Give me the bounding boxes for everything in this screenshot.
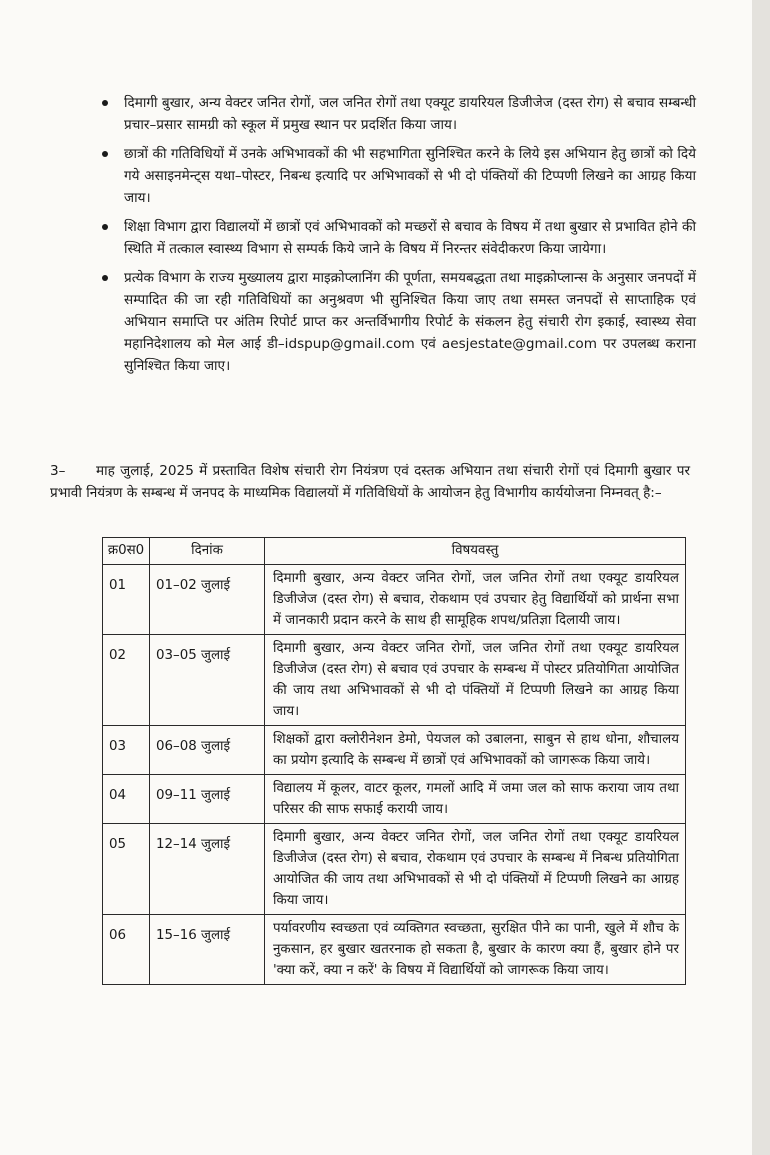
cell-date: 15–16 जुलाई [150,915,265,985]
section-number: 3– [50,463,66,479]
section-text: माह जुलाई, 2025 में प्रस्तावित विशेष संचारी रोग नियंत्रण एवं दस्तक अभियान तथा संचारी रोगों एवं दिमागी बुखार पर प्रभावी नियंत्रण के सम्बन्ध में जनपद के माध्यमिक विद्यालयों में गतिविधियों के आयोजन हेतु विभागीय कार्ययोजना निम्नवत् है:– [50,463,690,501]
cell-content: विद्यालय में कूलर, वाटर कूलर, गमलों आदि में जमा जल को साफ कराया जाय तथा परिसर की साफ सफाई करायी जाय। [265,775,686,824]
cell-date: 01–02 जुलाई [150,565,265,635]
cell-serial: 04 [103,775,150,824]
bullet-dot-icon [102,224,108,230]
bullet-item [96,216,696,260]
section-3-paragraph [50,460,690,504]
table-row [103,775,686,824]
cell-serial: 05 [103,824,150,915]
bullet-item [96,267,696,377]
bullet-text: शिक्षा विभाग द्वारा विद्यालयों में छात्रों एवं अभिभावकों को मच्छरों से बचाव के विषय में तथा बुखार से प्रभावित होने की स्थिति में तत्काल स्वास्थ्य विभाग से सम्पर्क किये जाने के विषय में निरन्तर संवेदीकरण किया जायेगा। [124,219,696,257]
cell-content: दिमागी बुखार, अन्य वेक्टर जनित रोगों, जल जनित रोगों तथा एक्यूट डायरियल डिजीजेज (दस्त रोग) से बचाव एवं उपचार के सम्बन्ध में पोस्टर प्रतियोगिता आयोजित की जाय तथा अभिभावकों से भी दो पंक्तियों में टिप्पणी लिखने का आग्रह किया जाय। [265,635,686,726]
bullet-dot-icon [102,100,108,106]
header-date: दिनांक [150,538,265,565]
activity-schedule-table [102,537,686,985]
cell-date: 03–05 जुलाई [150,635,265,726]
cell-content: दिमागी बुखार, अन्य वेक्टर जनित रोगों, जल जनित रोगों तथा एक्यूट डायरियल डिजीजेज (दस्त रोग) से बचाव, रोकथाम एवं उपचार हेतु विद्यार्थियों को प्रार्थना सभा में जानकारी प्रदान करने के साथ ही सामूहिक शपथ/प्रतिज्ञा दिलायी जाय। [265,565,686,635]
table-row [103,824,686,915]
table-row [103,726,686,775]
cell-serial: 06 [103,915,150,985]
cell-serial: 03 [103,726,150,775]
cell-serial: 01 [103,565,150,635]
cell-date: 09–11 जुलाई [150,775,265,824]
bullet-dot-icon [102,275,108,281]
cell-content: दिमागी बुखार, अन्य वेक्टर जनित रोगों, जल जनित रोगों तथा एक्यूट डायरियल डिजीजेज (दस्त रोग) से बचाव, रोकथाम एवं उपचार के सम्बन्ध में निबन्ध प्रतियोगिता आयोजित की जाय तथा अभिभावकों से भी दो पंक्तियों में टिप्पणी लिखने का आग्रह किया जाय। [265,824,686,915]
cell-date: 06–08 जुलाई [150,726,265,775]
page-edge-margin [752,0,770,1155]
cell-serial: 02 [103,635,150,726]
bullet-item [96,143,696,209]
header-content: विषयवस्तु [265,538,686,565]
bullet-text: प्रत्येक विभाग के राज्य मुख्यालय द्वारा माइक्रोप्लानिंग की पूर्णता, समयबद्धता तथा माइक्रोप्लान्स के अनुसार जनपदों में सम्पादित की जा रही गतिविधियों का अनुश्रवण भी सुनिश्चित किया जाए तथा समस्त जनपदों से साप्ताहिक एवं अभियान समाप्ति पर अंतिम रिपोर्ट प्राप्त कर अन्तर्विभागीय रिपोर्ट के संकलन हेतु संचारी रोग इकाई, स्वास्थ्य सेवा महानिदेशालय को मेल आई डी–idspup@gmail.com एवं aesjestate@gmail.com पर उपलब्ध कराना सुनिश्चित किया जाए। [124,270,696,374]
bullet-text: दिमागी बुखार, अन्य वेक्टर जनित रोगों, जल जनित रोगों तथा एक्यूट डायरियल डिजीजेज (दस्त रोग) से बचाव सम्बन्धी प्रचार–प्रसार सामग्री को स्कूल में प्रमुख स्थान पर प्रदर्शित किया जाय। [124,95,696,133]
cell-date: 12–14 जुलाई [150,824,265,915]
bullet-dot-icon [102,151,108,157]
bullet-list [96,92,696,384]
header-serial: क्र0स0 [103,538,150,565]
table-row [103,635,686,726]
cell-content: शिक्षकों द्वारा क्लोरीनेशन डेमो, पेयजल को उबालना, साबुन से हाथ धोना, शौचालय का प्रयोग इत्यादि के सम्बन्ध में छात्रों एवं अभिभावकों को जागरूक किया जाये। [265,726,686,775]
table-row [103,915,686,985]
table-row [103,565,686,635]
table-header-row [103,538,686,565]
bullet-item [96,92,696,136]
cell-content: पर्यावरणीय स्वच्छता एवं व्यक्तिगत स्वच्छता, सुरक्षित पीने का पानी, खुले में शौच के नुकसान, हर बुखार खतरनाक हो सकता है, बुखार के कारण क्या हैं, बुखार होने पर 'क्या करें, क्या न करें' के विषय में विद्यार्थियों को जागरूक किया जाय। [265,915,686,985]
bullet-text: छात्रों की गतिविधियों में उनके अभिभावकों की भी सहभागिता सुनिश्चित करने के लिये इस अभियान हेतु छात्रों को दिये गये असाइनमेन्ट्स यथा–पोस्टर, निबन्ध इत्यादि पर अभिभावकों से भी दो पंक्तियों की टिप्पणी लिखने का आग्रह किया जाय। [124,146,696,206]
